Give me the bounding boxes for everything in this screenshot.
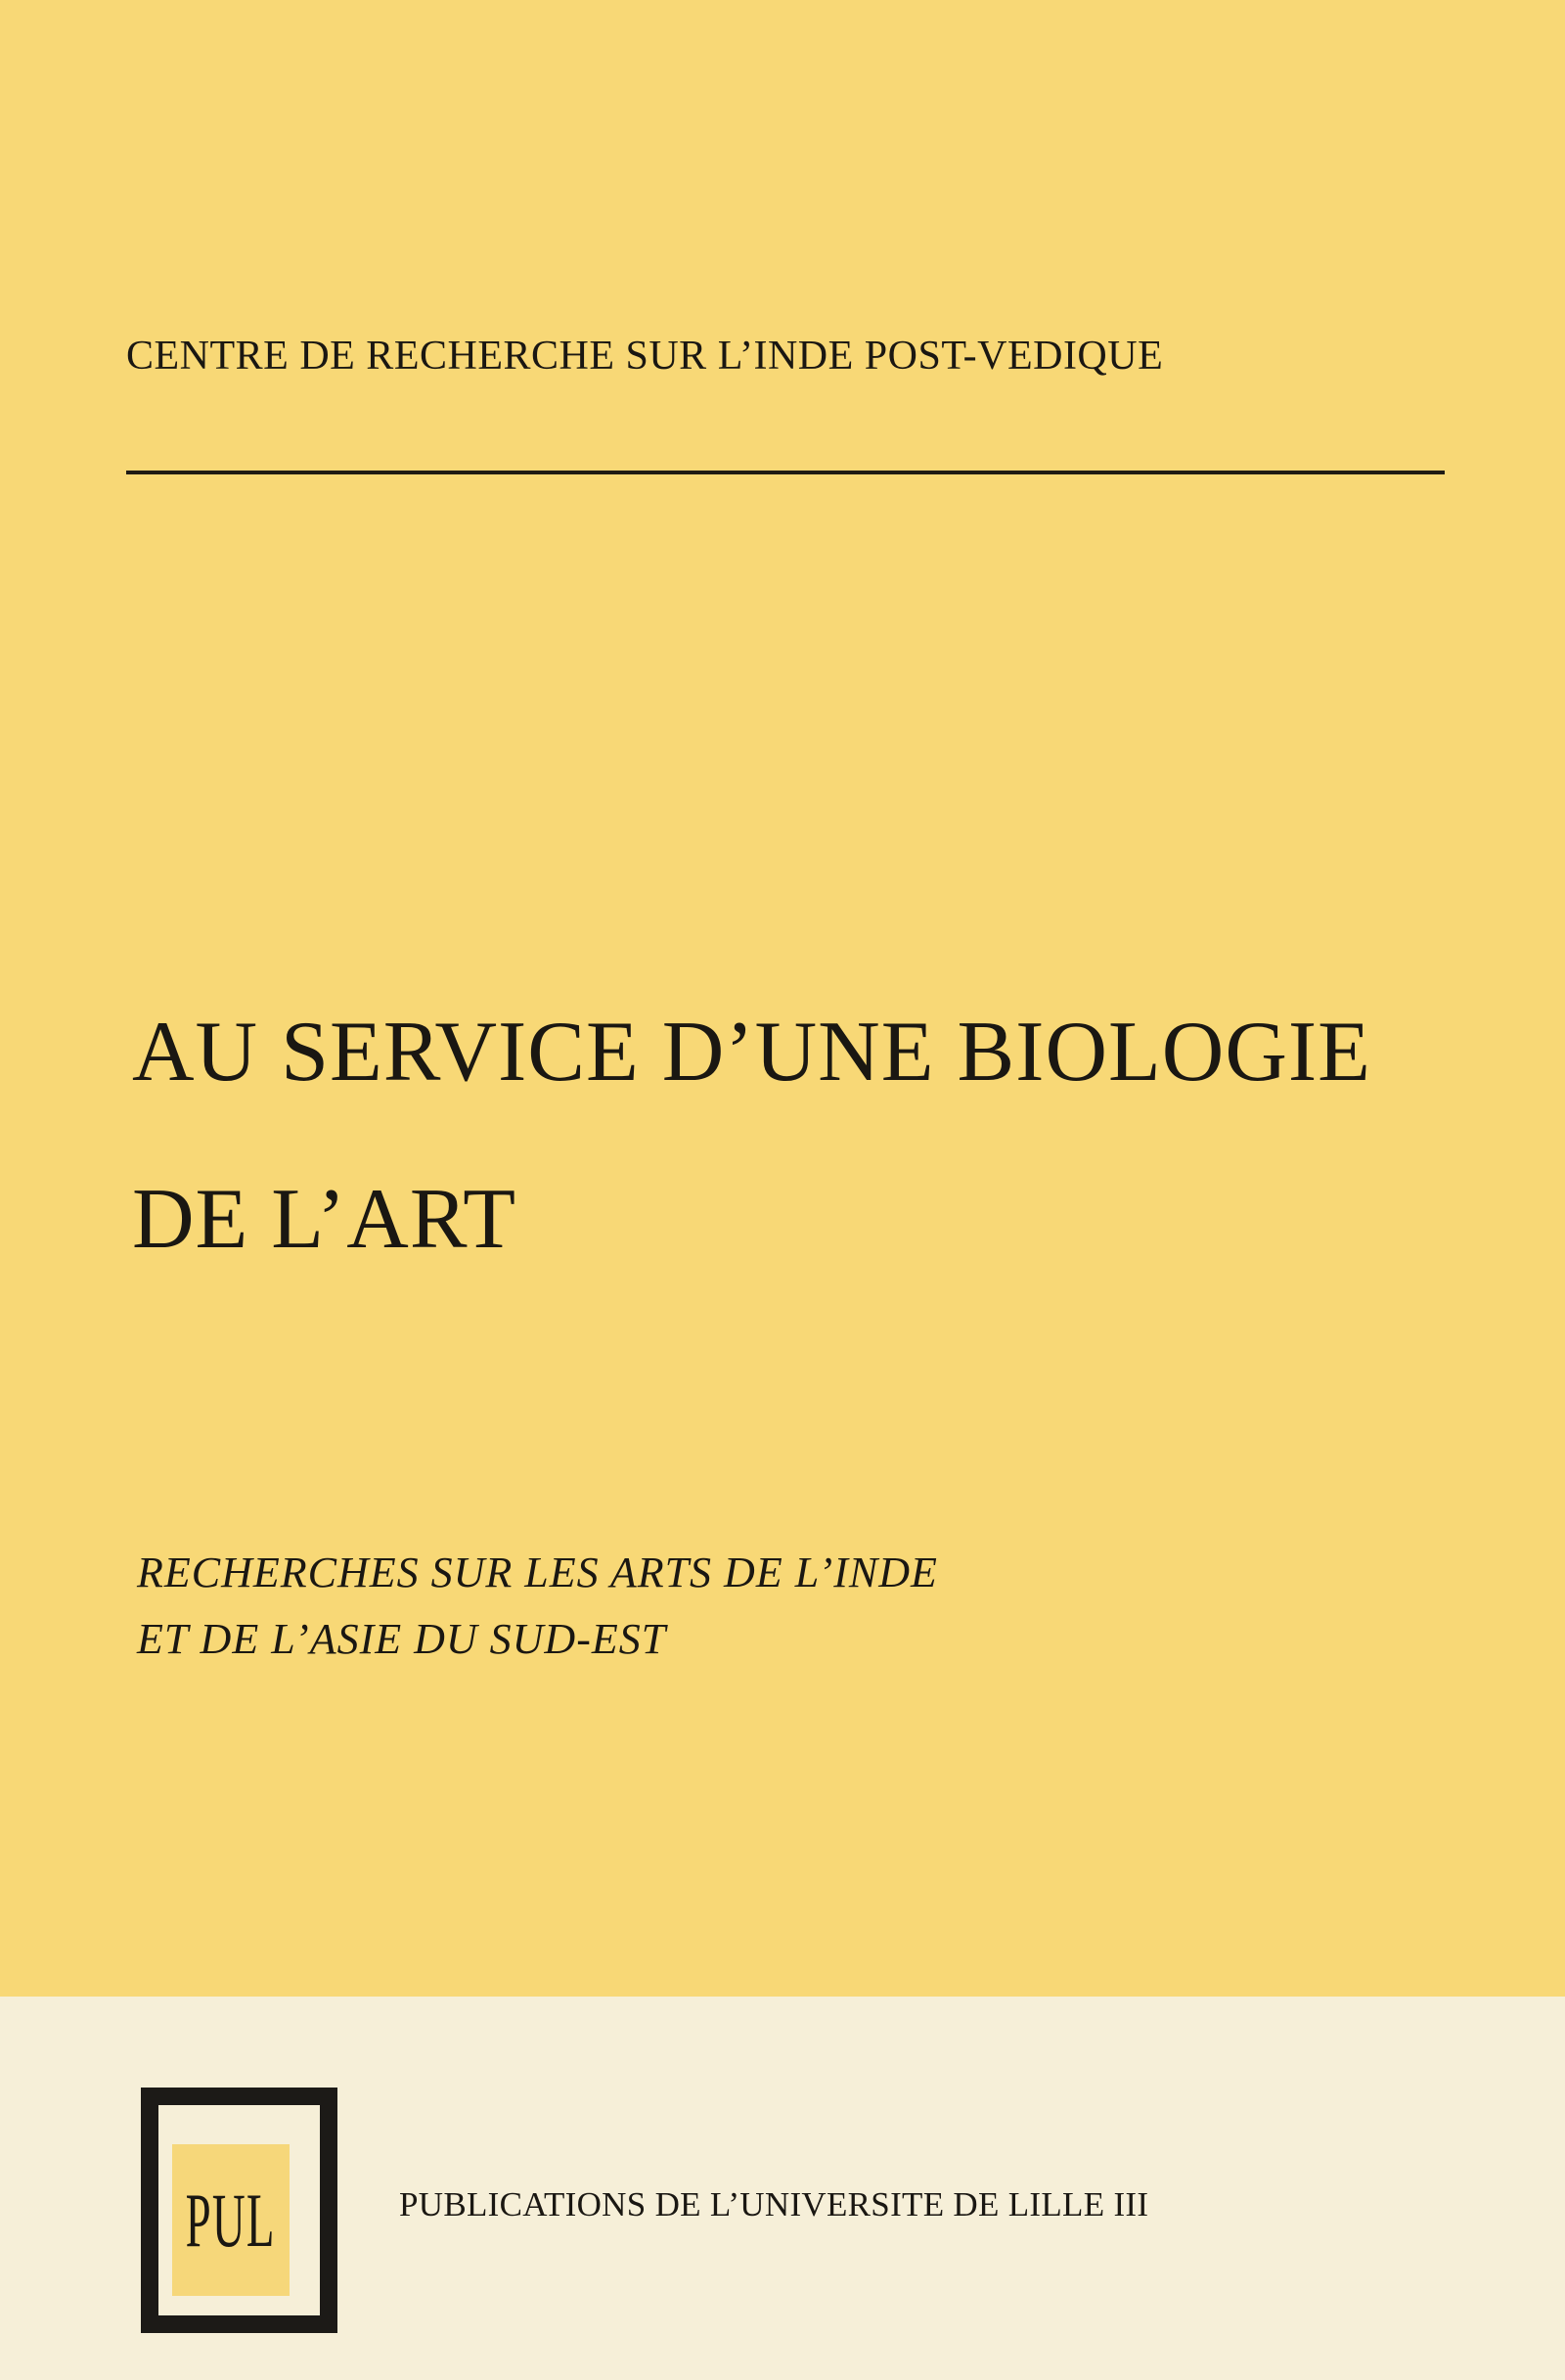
logo-mark [172, 2144, 290, 2296]
title-line-2: DE L’ART [132, 1172, 516, 1267]
publisher-name: PUBLICATIONS DE L’UNIVERSITE DE LILLE III [399, 2185, 1149, 2223]
series-header: CENTRE DE RECHERCHE SUR L’INDE POST-VEDIQUE [126, 334, 1164, 379]
publisher-logo [141, 2088, 337, 2333]
divider-rule [126, 471, 1445, 474]
title-line-1: AU SERVICE D’UNE BIOLOGIE [132, 1005, 1371, 1100]
subtitle-line-1: RECHERCHES SUR LES ARTS DE L’INDE [137, 1549, 938, 1596]
logo-text: PUL [186, 2177, 277, 2263]
subtitle-line-2: ET DE L’ASIE DU SUD-EST [137, 1615, 667, 1663]
